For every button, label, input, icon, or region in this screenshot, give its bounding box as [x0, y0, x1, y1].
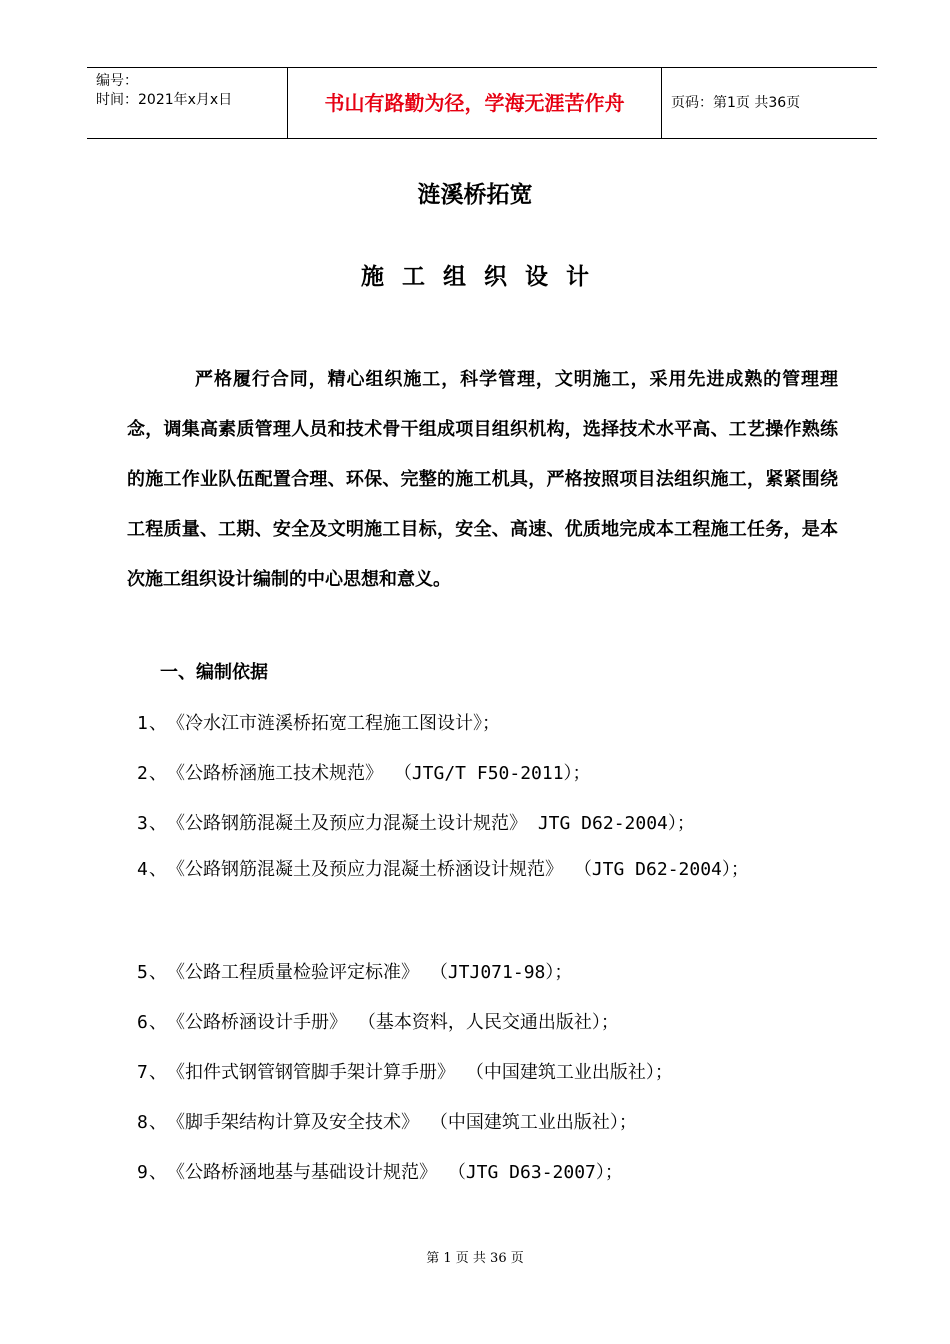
reference-number: 8 — [137, 1112, 148, 1133]
section-title: 一、编制依据 — [160, 662, 268, 683]
reference-text: 《公路钢筋混凝土及预应力混凝土设计规范》 JTG D62-2004）； — [167, 813, 695, 834]
reference-number: 6 — [137, 1012, 148, 1033]
motto: 书山有路勤为径，学海无涯苦作舟 — [288, 68, 662, 138]
reference-item: 7、《扣件式钢管钢管脚手架计算手册》 （中国建筑工业出版社）； — [137, 1062, 673, 1083]
reference-item: 9、《公路桥涵地基与基础设计规范》 （JTG D63-2007）； — [137, 1162, 623, 1183]
time-label: 时间：2021年x月x日 — [96, 92, 233, 108]
reference-item: 6、《公路桥涵设计手册》 （基本资料，人民交通出版社）； — [137, 1012, 619, 1033]
reference-number: 4 — [137, 859, 148, 880]
reference-text: 《公路桥涵施工技术规范》 （JTG/T F50-2011）； — [167, 763, 591, 784]
reference-item: 1、《冷水江市涟溪桥拓宽工程施工图设计》； — [137, 713, 500, 734]
reference-item: 2、《公路桥涵施工技术规范》 （JTG/T F50-2011）； — [137, 763, 591, 784]
document-title: 涟溪桥拓宽 — [417, 181, 533, 208]
page-info: 页码：第1页 共36页 — [671, 95, 801, 111]
reference-text: 《冷水江市涟溪桥拓宽工程施工图设计》； — [167, 713, 500, 734]
reference-number: 2 — [137, 763, 148, 784]
reference-item: 5、《公路工程质量检验评定标准》 （JTJ071-98）； — [137, 962, 573, 983]
reference-number: 9 — [137, 1162, 148, 1183]
reference-text: 《公路工程质量检验评定标准》 （JTJ071-98）； — [167, 962, 573, 983]
reference-text: 《公路钢筋混凝土及预应力混凝土桥涵设计规范》 （JTG D62-2004）； — [167, 859, 749, 880]
intro-paragraph: 严格履行合同，精心组织施工，科学管理，文明施工，采用先进成熟的管理理念，调集高素质管理人员和技术骨干组成项目组织机构，选择技术水平高、工艺操作熟练的施工作业队伍配置合理、环保、完整的施工机具，严格按照项目法组织施工，紧紧围绕工程质量、工期、安全及文明施工目标，安全、高速、优质地完成本工程施工任务，是本次施工组织设计编制的中心思想和意义。 — [127, 369, 838, 590]
reference-number: 3 — [137, 813, 148, 834]
document-subtitle: 施工组织设计 — [361, 263, 607, 290]
reference-text: 《脚手架结构计算及安全技术》 （中国建筑工业出版社）； — [167, 1112, 637, 1133]
reference-text: 《扣件式钢管钢管脚手架计算手册》 （中国建筑工业出版社）； — [167, 1062, 673, 1083]
reference-number: 1 — [137, 713, 148, 734]
serial-label: 编号： — [96, 73, 138, 89]
reference-text: 《公路桥涵设计手册》 （基本资料，人民交通出版社）； — [167, 1012, 619, 1033]
reference-number: 7 — [137, 1062, 148, 1083]
page-header — [87, 67, 877, 139]
page-footer: 第 1 页 共 36 页 — [426, 1251, 524, 1266]
reference-number: 5 — [137, 962, 148, 983]
reference-item: 8、《脚手架结构计算及安全技术》 （中国建筑工业出版社）； — [137, 1112, 637, 1133]
reference-item: 3、《公路钢筋混凝土及预应力混凝土设计规范》 JTG D62-2004）； — [137, 813, 695, 834]
header-meta-cell — [87, 68, 288, 138]
reference-item: 4、《公路钢筋混凝土及预应力混凝土桥涵设计规范》 （JTG D62-2004）； — [127, 845, 838, 895]
reference-text: 《公路桥涵地基与基础设计规范》 （JTG D63-2007）； — [167, 1162, 623, 1183]
